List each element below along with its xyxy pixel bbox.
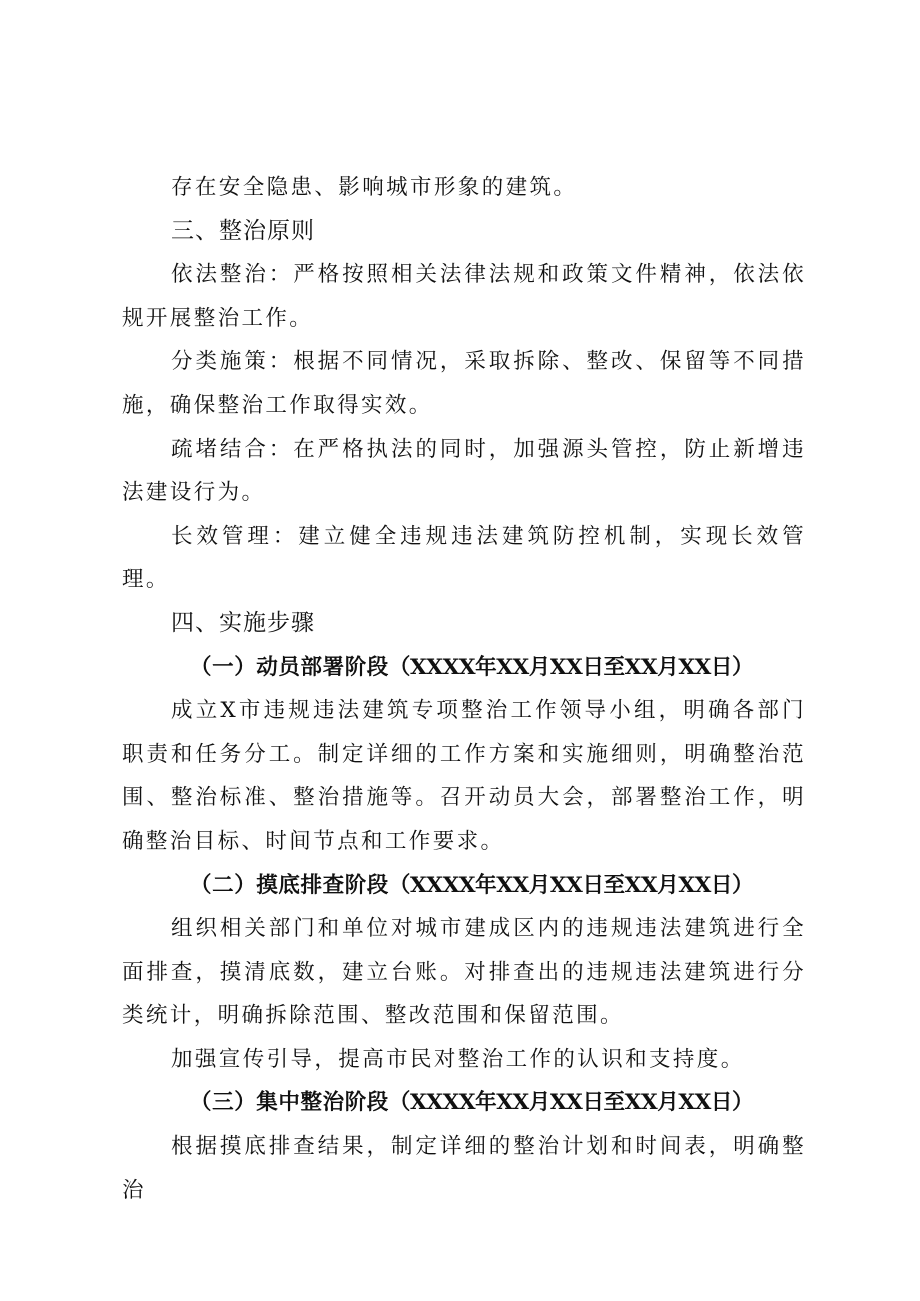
subsection-label: （一）动员部署阶段	[190, 654, 389, 680]
body-paragraph: 依法整治：严格按照相关法律法规和政策文件精神，依法依规开展整治工作。	[122, 262, 806, 331]
subsection-date-range: （XXXX年XX月XX日至XX月XX日）	[388, 872, 754, 898]
body-paragraph: 根据摸底排查结果，制定详细的整治计划和时间表，明确整治	[122, 1134, 806, 1203]
body-paragraph: 成立X市违规违法建筑专项整治工作领导小组，明确各部门职责和任务分工。制定详细的工作方案和实施细则，明确整治范围、整治标准、整治措施等。召开动员大会，部署整治工作，明确整治目标、时间节点和工作要求。	[122, 698, 806, 854]
subsection-date-range: （XXXX年XX月XX日至XX月XX日）	[388, 1090, 754, 1116]
subsection-label: （三）集中整治阶段	[190, 1090, 389, 1116]
subsection-heading	[122, 864, 806, 908]
subsection-date-range: （XXXX年XX月XX日至XX月XX日）	[388, 654, 754, 680]
section-heading: 三、整治原则	[171, 217, 315, 244]
body-paragraph: 加强宣传引导，提高市民对整治工作的认识和支持度。	[171, 1046, 745, 1072]
body-paragraph: 组织相关部门和单位对城市建成区内的违规违法建筑进行全面排查，摸清底数，建立台账。对排查出的违规违法建筑进行分类统计，明确拆除范围、整改范围和保留范围。	[122, 916, 806, 1029]
section-heading: 四、实施步骤	[171, 609, 315, 636]
body-paragraph: 存在安全隐患、影响城市形象的建筑。	[171, 175, 578, 200]
subsection-label: （二）摸底排查阶段	[190, 872, 389, 898]
body-paragraph: 长效管理：建立健全违规违法建筑防控机制，实现长效管理。	[122, 523, 806, 593]
subsection-heading	[122, 1081, 806, 1125]
document-body	[122, 166, 806, 1212]
body-paragraph: 分类施策：根据不同情况，采取拆除、整改、保留等不同措施，确保整治工作取得实效。	[122, 349, 806, 418]
body-paragraph: 疏堵结合：在严格执法的同时，加强源头管控，防止新增违法建设行为。	[122, 436, 806, 506]
subsection-heading	[122, 646, 806, 690]
